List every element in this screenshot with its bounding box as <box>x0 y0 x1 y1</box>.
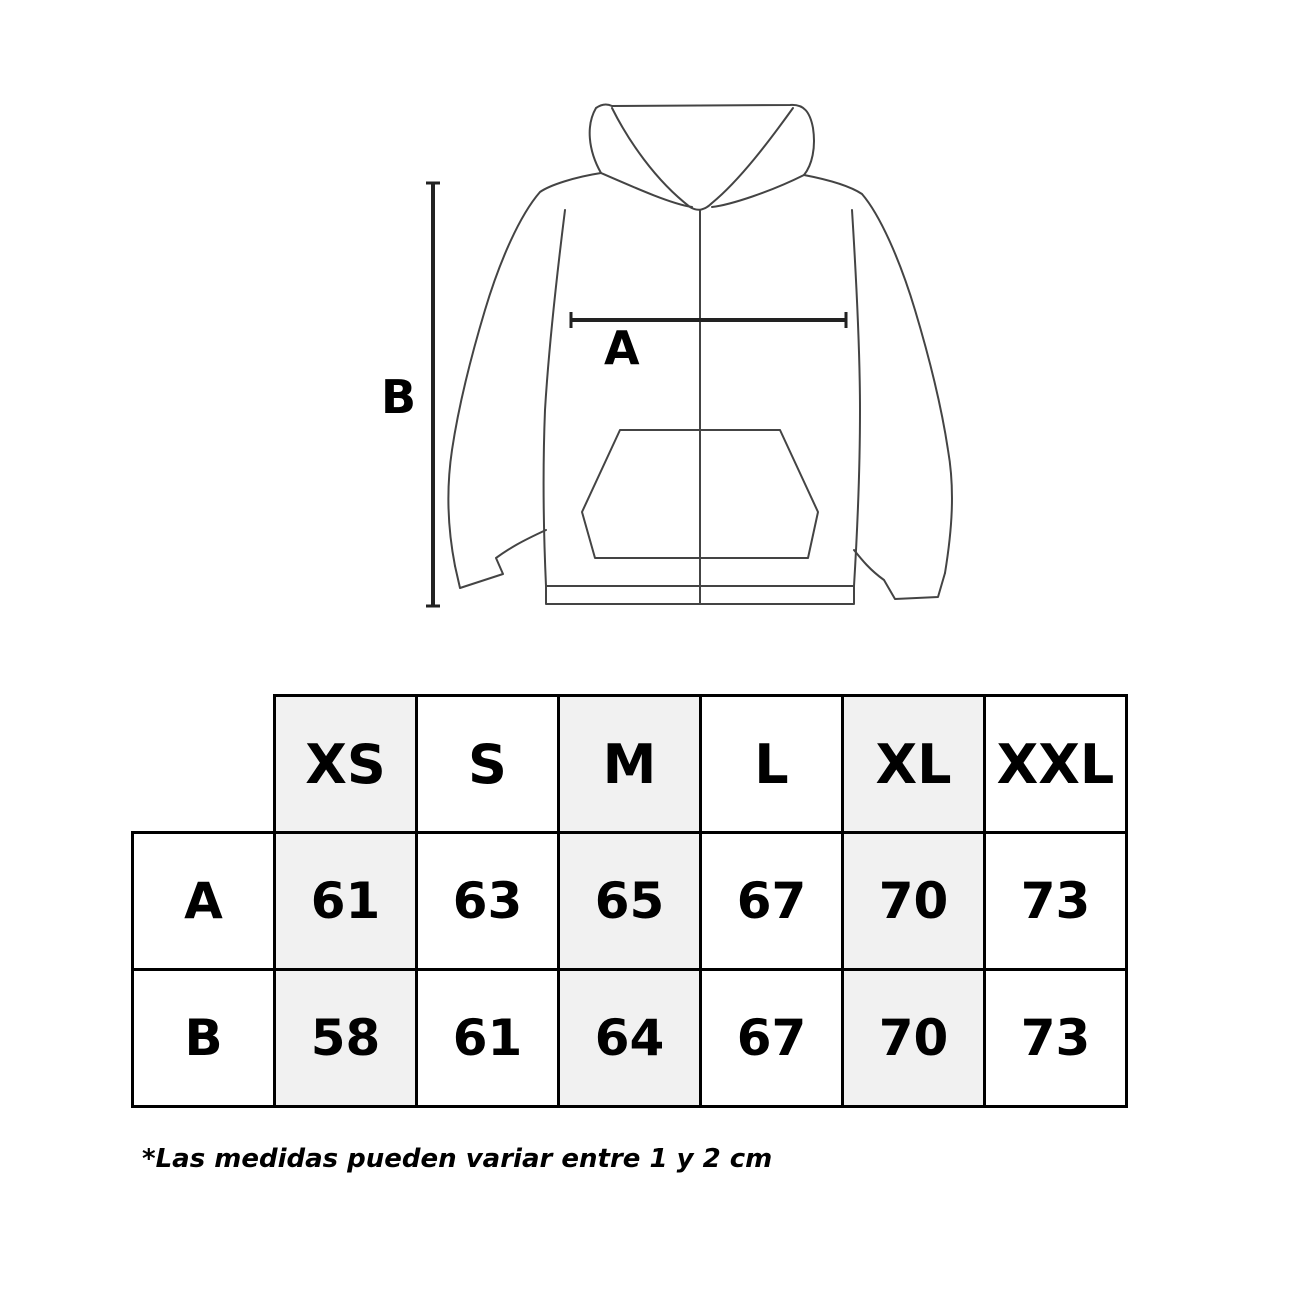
measure-b-label: B <box>381 370 417 424</box>
table-row <box>133 833 1127 970</box>
size-header-xl: XL <box>843 696 985 833</box>
value-cell: 67 <box>701 833 843 970</box>
size-header-m: M <box>559 696 701 833</box>
value-cell: 73 <box>985 970 1127 1107</box>
left-cuff <box>455 530 546 588</box>
size-header-s: S <box>417 696 559 833</box>
empty-corner-cell <box>133 696 275 833</box>
size-header-xxl: XXL <box>985 696 1127 833</box>
value-cell: 61 <box>275 833 417 970</box>
left-sleeve-outline <box>448 173 601 566</box>
size-header-xs: XS <box>275 696 417 833</box>
right-inner-arm <box>852 210 860 586</box>
row-label-b: B <box>133 970 275 1107</box>
value-cell: 58 <box>275 970 417 1107</box>
value-cell: 73 <box>985 833 1127 970</box>
size-header-l: L <box>701 696 843 833</box>
measurement-disclaimer: *Las medidas pueden variar entre 1 y 2 cm <box>142 1144 773 1174</box>
hood-opening <box>612 108 793 210</box>
hood-outline <box>590 104 814 175</box>
row-label-a: A <box>133 833 275 970</box>
table-row <box>133 970 1127 1107</box>
shoulders-outline <box>601 173 804 207</box>
value-cell: 61 <box>417 970 559 1107</box>
value-cell: 65 <box>559 833 701 970</box>
size-header-row <box>133 696 1127 833</box>
measure-a-label: A <box>604 321 640 375</box>
value-cell: 64 <box>559 970 701 1107</box>
value-cell: 63 <box>417 833 559 970</box>
value-cell: 70 <box>843 833 985 970</box>
measure-b-line <box>426 183 440 606</box>
value-cell: 70 <box>843 970 985 1107</box>
value-cell: 67 <box>701 970 843 1107</box>
size-chart-table <box>131 694 1128 1108</box>
right-sleeve-outline <box>804 175 952 573</box>
right-cuff <box>854 550 945 599</box>
